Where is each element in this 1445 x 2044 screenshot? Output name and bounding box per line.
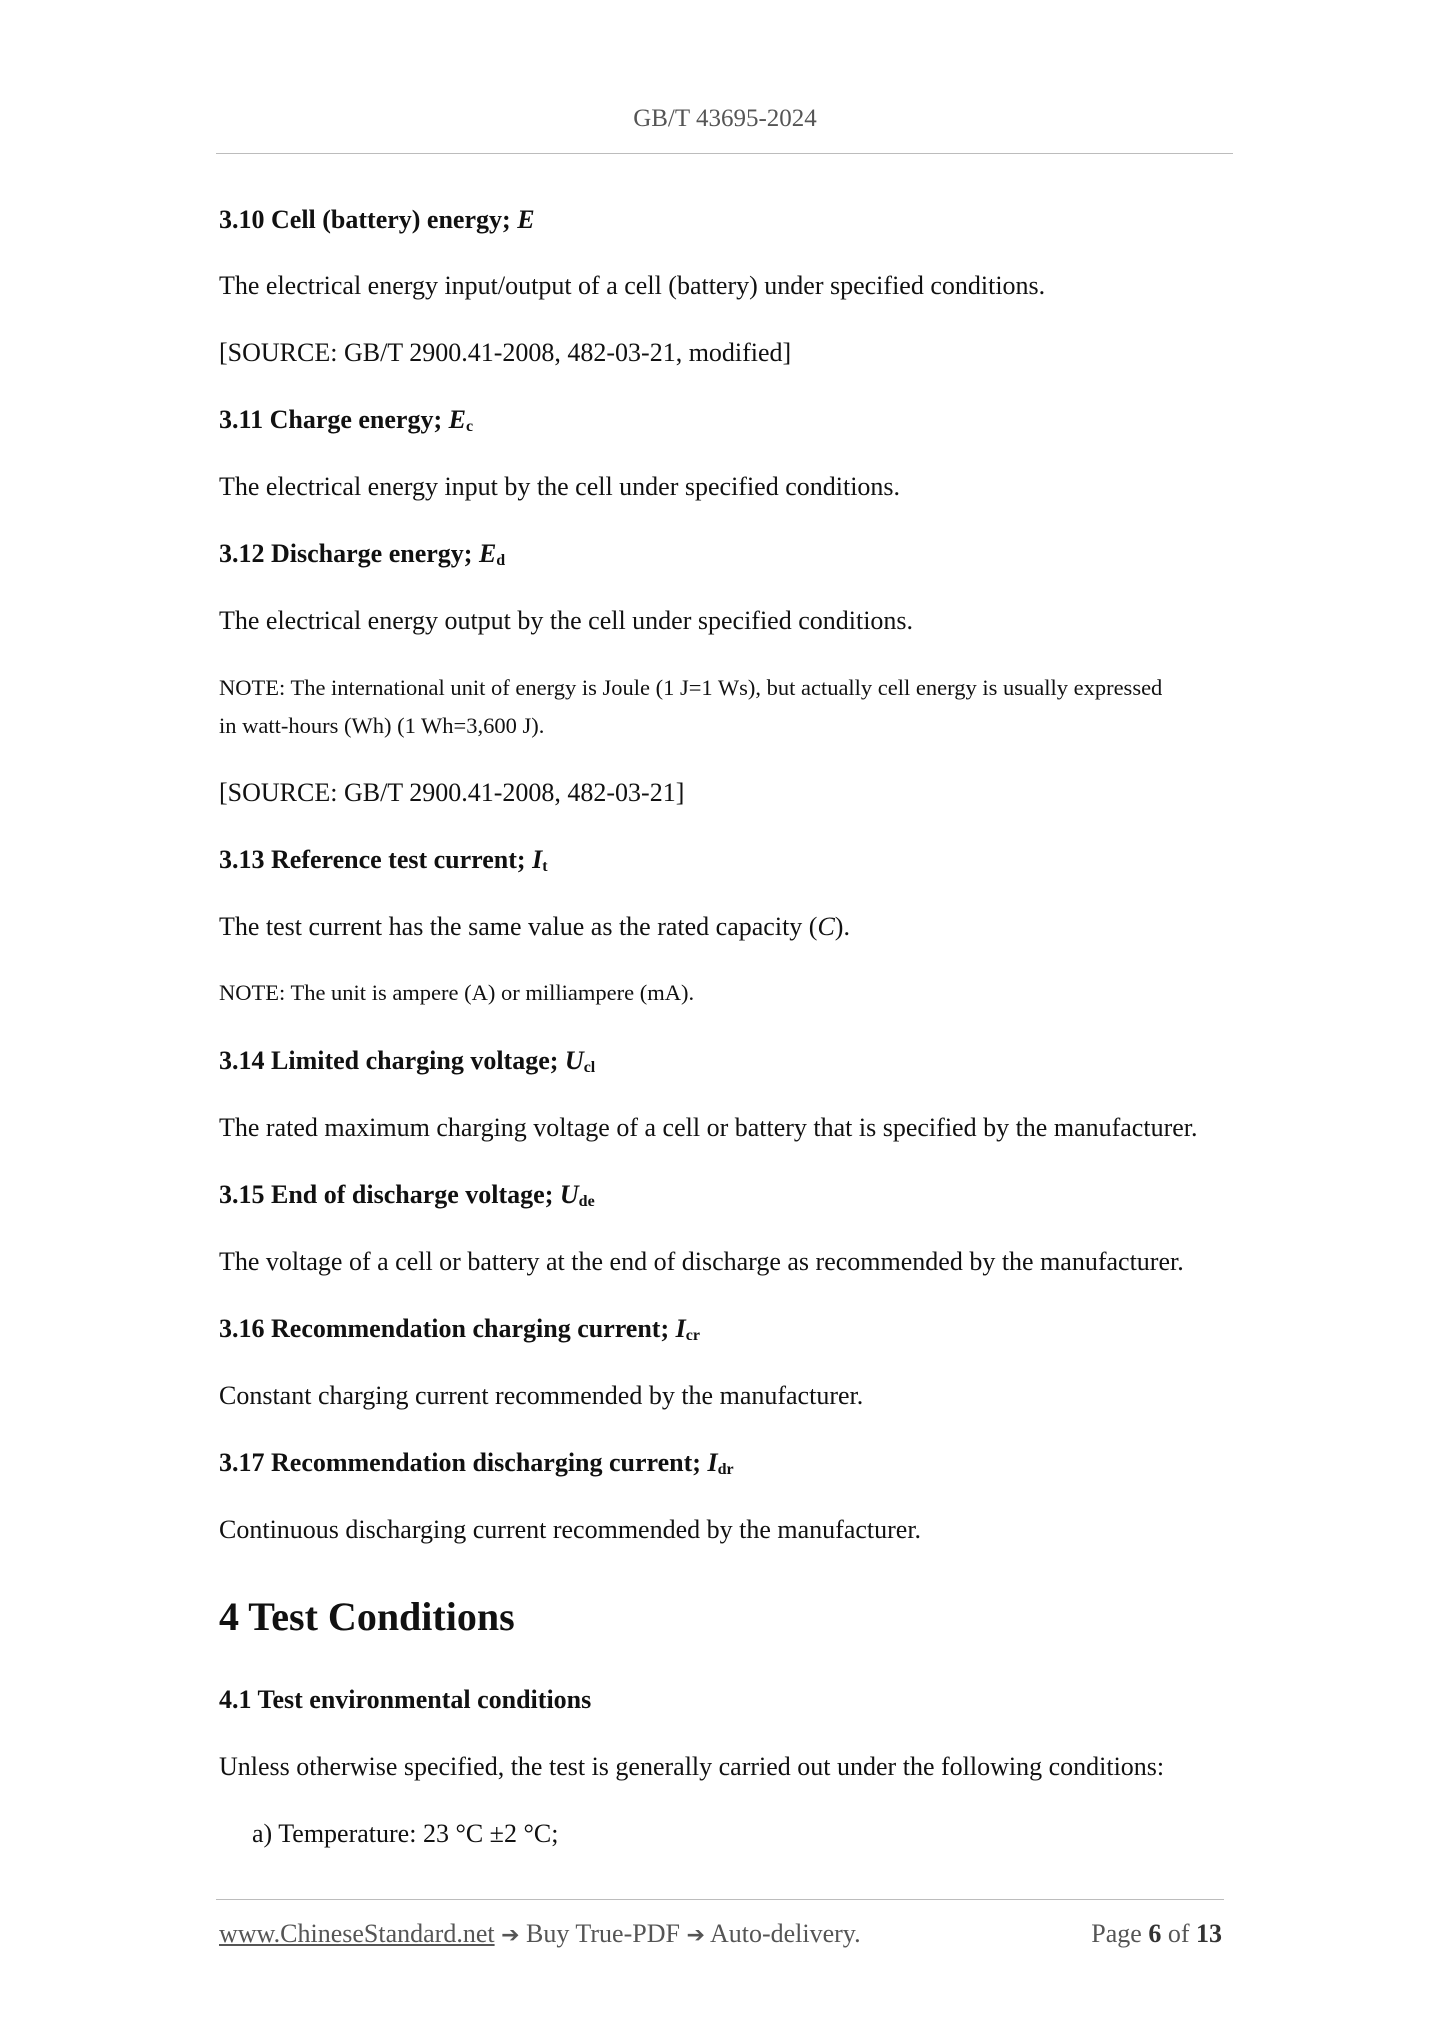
current-page-number: 6 — [1148, 1919, 1162, 1948]
section-3-13-heading — [219, 843, 548, 884]
section-symbol: I — [675, 1314, 686, 1343]
section-symbol-subscript: dr — [717, 1461, 734, 1478]
section-symbol-subscript: cl — [583, 1059, 596, 1076]
section-symbol-subscript: cr — [685, 1327, 700, 1344]
section-number: 3.11 — [219, 405, 264, 434]
arrow-right-icon: ➔ — [686, 1923, 705, 1948]
section-3-14-heading — [219, 1044, 595, 1085]
section-4-1-intro: Unless otherwise specified, the test is generally carried out under the following conditions: — [219, 1752, 1165, 1781]
section-3-10-heading — [219, 203, 535, 244]
section-3-13-definition — [219, 910, 850, 944]
section-number: 3.15 — [219, 1180, 265, 1209]
total-pages-number: 13 — [1196, 1919, 1222, 1948]
section-3-16-heading — [219, 1312, 700, 1353]
section-symbol-subscript: t — [542, 858, 548, 875]
section-3-12-heading — [219, 537, 505, 578]
section-symbol: U — [559, 1180, 579, 1209]
section-3-12-definition: The electrical energy output by the cell under specified conditions. — [219, 606, 914, 635]
section-title: Discharge energy; — [271, 539, 473, 568]
section-3-13-note: NOTE: The unit is ampere (A) or milliampere (mA). — [219, 980, 695, 1005]
section-symbol-subscript: d — [496, 552, 506, 569]
section-title: Recommendation charging current; — [271, 1314, 670, 1343]
definition-symbol: C — [817, 912, 835, 941]
section-title: End of discharge voltage; — [271, 1180, 554, 1209]
section-symbol: E — [448, 405, 466, 434]
definition-prefix: The test current has the same value as the rated capacity ( — [219, 912, 818, 941]
header-divider — [216, 153, 1233, 154]
section-3-12-note-line1: NOTE: The international unit of energy is Joule (1 J=1 Ws), but actually cell energy is usually expressed — [219, 675, 1163, 700]
section-number: 3.10 — [219, 205, 265, 234]
page-indicator — [1091, 1917, 1222, 1951]
document-id-header: GB/T 43695-2024 — [633, 105, 817, 132]
section-3-14-definition: The rated maximum charging voltage of a cell or battery that is specified by the manufacturer. — [219, 1113, 1198, 1142]
section-symbol-subscript: de — [578, 1193, 595, 1210]
section-3-15-definition: The voltage of a cell or battery at the end of discharge as recommended by the manufacturer. — [219, 1247, 1184, 1276]
section-symbol-subscript: c — [465, 418, 474, 435]
buy-pdf-text: Buy True-PDF — [526, 1919, 680, 1948]
page-label: Page — [1091, 1919, 1142, 1948]
section-symbol: I — [707, 1448, 718, 1477]
section-number: 3.12 — [219, 539, 265, 568]
section-3-15-heading — [219, 1178, 595, 1219]
section-symbol: E — [517, 205, 535, 234]
section-3-11-definition: The electrical energy input by the cell under specified conditions. — [219, 472, 901, 501]
section-3-17-heading — [219, 1446, 734, 1487]
section-number: 3.16 — [219, 1314, 265, 1343]
section-4-1-heading: 4.1 Test environmental conditions — [219, 1685, 592, 1714]
chapter-4-heading: 4 Test Conditions — [219, 1594, 515, 1639]
section-title: Limited charging voltage; — [271, 1046, 559, 1075]
section-number: 3.13 — [219, 845, 265, 874]
section-3-10-definition: The electrical energy input/output of a cell (battery) under specified conditions. — [219, 271, 1046, 300]
section-title: Recommendation discharging current; — [271, 1448, 701, 1477]
section-title: Reference test current; — [271, 845, 526, 874]
footer-divider — [216, 1899, 1224, 1900]
section-number: 3.14 — [219, 1046, 265, 1075]
section-symbol: E — [478, 539, 497, 568]
page-of-label: of — [1167, 1919, 1190, 1948]
section-title: Charge energy; — [269, 405, 443, 434]
footer-promo — [219, 1917, 861, 1953]
condition-list-item: a) Temperature: 23 °C ±2 °C; — [252, 1819, 559, 1848]
section-3-17-definition: Continuous discharging current recommended by the manufacturer. — [219, 1515, 922, 1544]
section-3-12-note-line2: in watt-hours (Wh) (1 Wh=3,600 J). — [219, 713, 545, 738]
section-3-11-heading — [219, 403, 473, 444]
section-title: Cell (battery) energy; — [271, 205, 511, 234]
website-link[interactable]: www.ChineseStandard.net — [219, 1919, 495, 1948]
auto-delivery-text: Auto-delivery. — [709, 1919, 861, 1948]
section-symbol: I — [532, 845, 543, 874]
section-3-10-source: [SOURCE: GB/T 2900.41-2008, 482-03-21, modified] — [219, 338, 792, 367]
definition-suffix: ). — [834, 912, 850, 941]
section-symbol: U — [564, 1046, 584, 1075]
section-number: 3.17 — [219, 1448, 265, 1477]
arrow-right-icon: ➔ — [501, 1923, 520, 1948]
section-3-12-source: [SOURCE: GB/T 2900.41-2008, 482-03-21] — [219, 778, 685, 807]
section-3-16-definition: Constant charging current recommended by the manufacturer. — [219, 1381, 864, 1410]
